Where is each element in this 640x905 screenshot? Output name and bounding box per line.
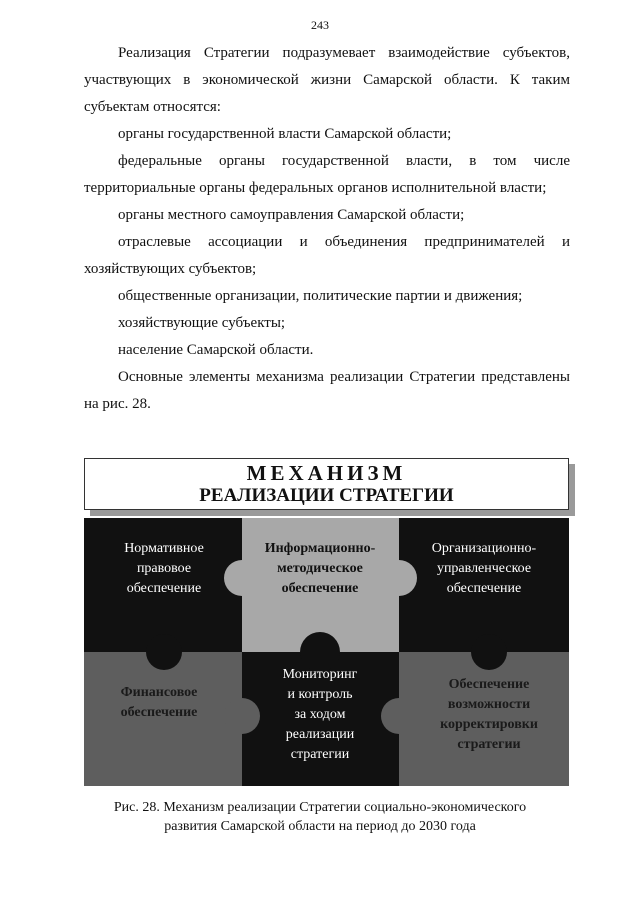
label-bottom-center-3: за ходом xyxy=(294,707,346,722)
figure-title-line1: МЕХАНИЗМ xyxy=(246,461,407,485)
page-number: 243 xyxy=(311,18,329,32)
figure-title-banner xyxy=(84,458,569,510)
paragraph: Реализация Стратегии подразумевает взаимодействие субъектов, участвующих в экономической жизни Самарской области. К таким субъектам относятся: xyxy=(84,45,570,115)
puzzle-knob xyxy=(471,634,507,670)
puzzle-knob xyxy=(300,632,340,672)
caption-line2: развития Самарской области на период до 2030 года xyxy=(164,819,476,834)
paragraph: Основные элементы механизма реализации Стратегии представлены на рис. 28. xyxy=(84,369,570,412)
label-top-left-2: правовое xyxy=(136,561,192,576)
label-bottom-center-1: Мониторинг xyxy=(282,667,358,682)
puzzle-knob xyxy=(381,698,417,734)
label-bottom-right-3: корректировки xyxy=(440,717,538,732)
label-bottom-left-2: обеспечение xyxy=(120,705,198,720)
label-top-right-3: обеспечение xyxy=(446,581,522,596)
figure-caption xyxy=(60,798,580,836)
list-item: хозяйствующие субъекты; xyxy=(118,315,286,331)
puzzle-knob xyxy=(224,698,260,734)
label-top-right-1: Организационно- xyxy=(431,541,537,556)
list-item: органы местного самоуправления Самарской области; xyxy=(118,207,465,223)
label-top-center-2: методическое xyxy=(277,561,363,576)
list-item: федеральные органы государственной власти, в том числе территориальные органы федеральных органов исполнительной власти; xyxy=(84,153,570,196)
label-top-left-1: Нормативное xyxy=(124,541,204,556)
puzzle-diagram xyxy=(84,518,569,786)
label-bottom-right-2: возможности xyxy=(447,697,531,712)
list-item: население Самарской области. xyxy=(118,342,314,358)
label-top-center-1: Информационно- xyxy=(264,541,376,556)
list-item: органы государственной власти Самарской области; xyxy=(118,126,452,142)
label-top-center-3: обеспечение xyxy=(281,581,359,596)
label-bottom-center-4: реализации xyxy=(285,727,355,742)
list-item: отраслевые ассоциации и объединения предпринимателей и хозяйствующих субъектов; xyxy=(84,234,570,277)
label-bottom-center-2: и контроль xyxy=(287,687,353,702)
label-top-right-2: управленческое xyxy=(436,561,532,576)
label-bottom-right-1: Обеспечение xyxy=(448,677,530,692)
label-bottom-right-4: стратегии xyxy=(457,737,521,752)
figure-title-line2: РЕАЛИЗАЦИИ СТРАТЕГИИ xyxy=(199,485,454,506)
caption-line1: Рис. 28. Механизм реализации Стратегии социально-экономического xyxy=(113,800,527,815)
label-bottom-left-1: Финансовое xyxy=(120,685,198,700)
label-bottom-center-5: стратегии xyxy=(290,747,350,762)
list-item: общественные организации, политические партии и движения; xyxy=(118,288,523,304)
label-top-left-3: обеспечение xyxy=(126,581,202,596)
body-text xyxy=(84,40,570,418)
puzzle-knob xyxy=(146,634,182,670)
